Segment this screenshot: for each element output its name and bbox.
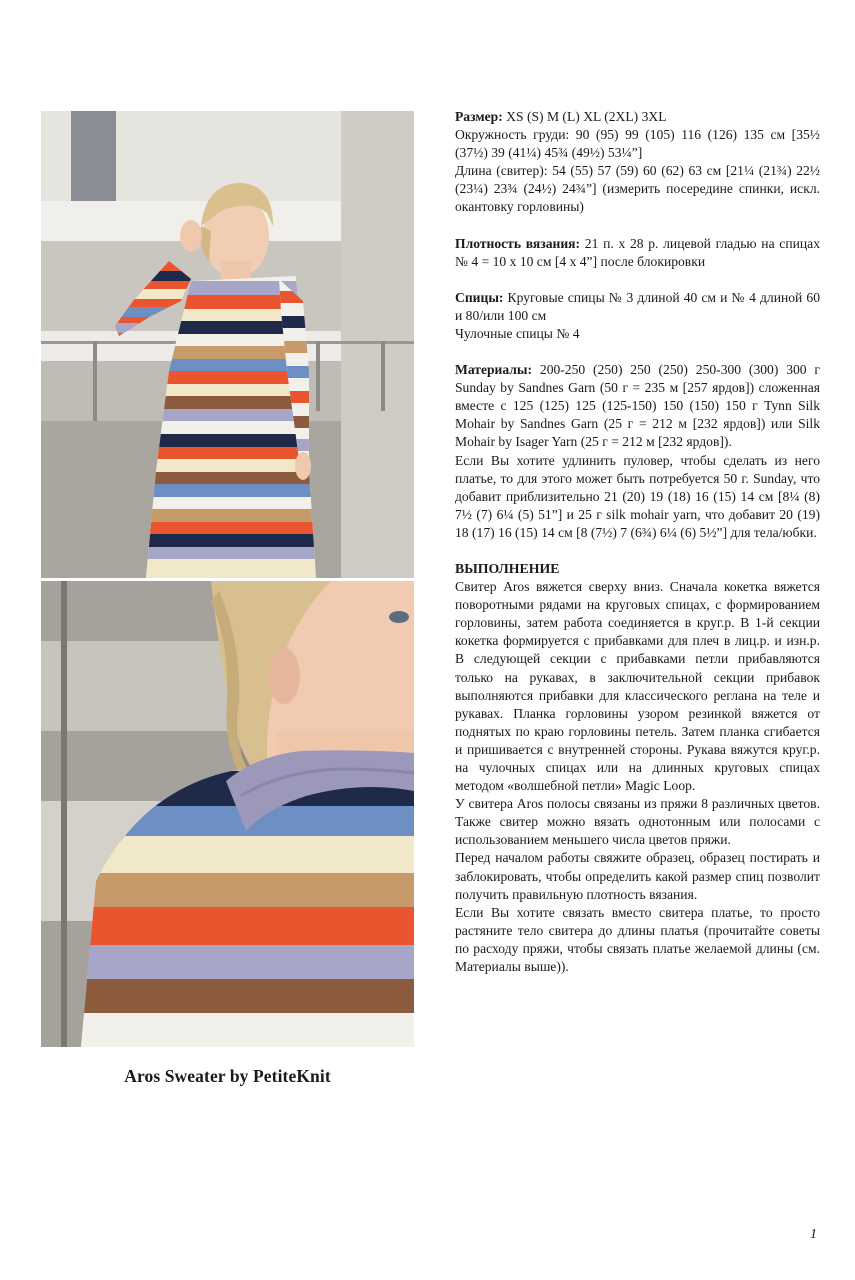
execution-paragraph: Перед началом работы свяжите образец, образец постирать и заблокировать, чтобы определить какой размер спиц позволит получить правильную плотность вязания. — [455, 850, 820, 902]
execution-heading: ВЫПОЛНЕНИЕ — [455, 560, 560, 576]
needles-label: Спицы: — [455, 289, 504, 305]
execution-section — [455, 560, 820, 976]
pattern-details — [455, 108, 820, 976]
materials-label: Материалы: — [455, 362, 533, 378]
gauge-section — [455, 235, 820, 271]
dress-extension-note: Если Вы хотите удлинить пуловер, чтобы сделать из него платье, то для этого может быть потребуется 50 г. Sunday, что добавит приблизительно 21 (20) 19 (18) 16 (15) 14 см [8¼ (8) 7½ (7) 6¼ (5) 51”] и 25 г silk mohair yarn, что добавит 20 (19) 18 (17) 16 (15) 14 см [8 (7½) 7 (6¾) 6¼ (6) 5½”] для тела/юбки. — [455, 452, 820, 540]
gauge-value: 21 п. x 28 р. лицевой гладью на спицах № 4 = 10 x 10 см [4 x 4”] после блокировки — [455, 235, 820, 269]
photo-sweater-closeup — [41, 581, 414, 1047]
materials-section — [455, 361, 820, 542]
execution-paragraph: У свитера Aros полосы связаны из пряжи 8 различных цветов. Также свитер можно вязать однотонным или полосами с использованием меньшего числа цветов пряжи. — [455, 796, 820, 848]
needles-value: Круговые спицы № 3 длиной 40 см и № 4 длиной 60 и 80/или 100 см — [455, 289, 820, 323]
size-label: Размер: — [455, 109, 503, 124]
dpn-needles: Чулочные спицы № 4 — [455, 325, 580, 341]
execution-paragraph: Свитер Aros вяжется сверху вниз. Сначала кокетка вяжется поворотными рядами на круговых спицах, с формированием горловины, затем работа соединяется в круг.р. В 1-й секции кокетка формируется с прибавками для плеч в лиц.р. и изн.р. В следующей секции с прибавками петли прибавляются только на рукавах, в заключительной секции прибавок выполняются прибавки для классического реглана на теле и рукавах. Планка горловины узором резинкой вяжется от поднятых по краю горловины петель. Затем планка сгибается и пришивается с внутренней стороны. Рукава вяжутся круг.р. на чулочных спицах или на длинных круговых спицах методом «волшебной петли» Magic Loop. — [455, 579, 820, 794]
chest-measurements: Окружность груди: 90 (95) 99 (105) 116 (126) 135 см [35½ (37½) 39 (41¼) 45¾ (49½) 53¼”] — [455, 127, 820, 161]
photo-dress — [41, 111, 414, 578]
execution-paragraph: Если Вы хотите связать вместо свитера платье, то просто растяните тело свитера до длины платья (прочитайте советы по расходу пряжи, чтобы связать платье желаемой длины (см. Материалы выше)). — [455, 904, 820, 975]
page-number: 1 — [810, 1227, 817, 1242]
size-value: XS (S) M (L) XL (2XL) 3XL — [502, 109, 667, 124]
materials-value: 200-250 (250) 250 (250) 250-300 (300) 300 г Sunday by Sandnes Garn (50 г = 235 м [257 ярдов]) сложенная вместе с 125 (125) 125 (125-150) 150 (150) 150 г Tynn Silk Mohair by Sandnes Garn (25 г = 212 м [232 ярдов]) или Silk Mohair by Isager Yarn (25 г = 212 м [232 ярдов]). — [455, 362, 820, 450]
needles-section — [455, 289, 820, 343]
gauge-label: Плотность вязания: — [455, 235, 581, 251]
size-section — [455, 108, 820, 217]
photo-caption: Aros Sweater by PetiteKnit — [124, 1066, 331, 1086]
length-measurements: Длина (свитер): 54 (55) 57 (59) 60 (62) 63 см [21¼ (21¾) 22½ (23¼) 23¾ (24½) 24¾”] (измерить посередине спинки, искл. окантовку горловины) — [455, 163, 820, 215]
